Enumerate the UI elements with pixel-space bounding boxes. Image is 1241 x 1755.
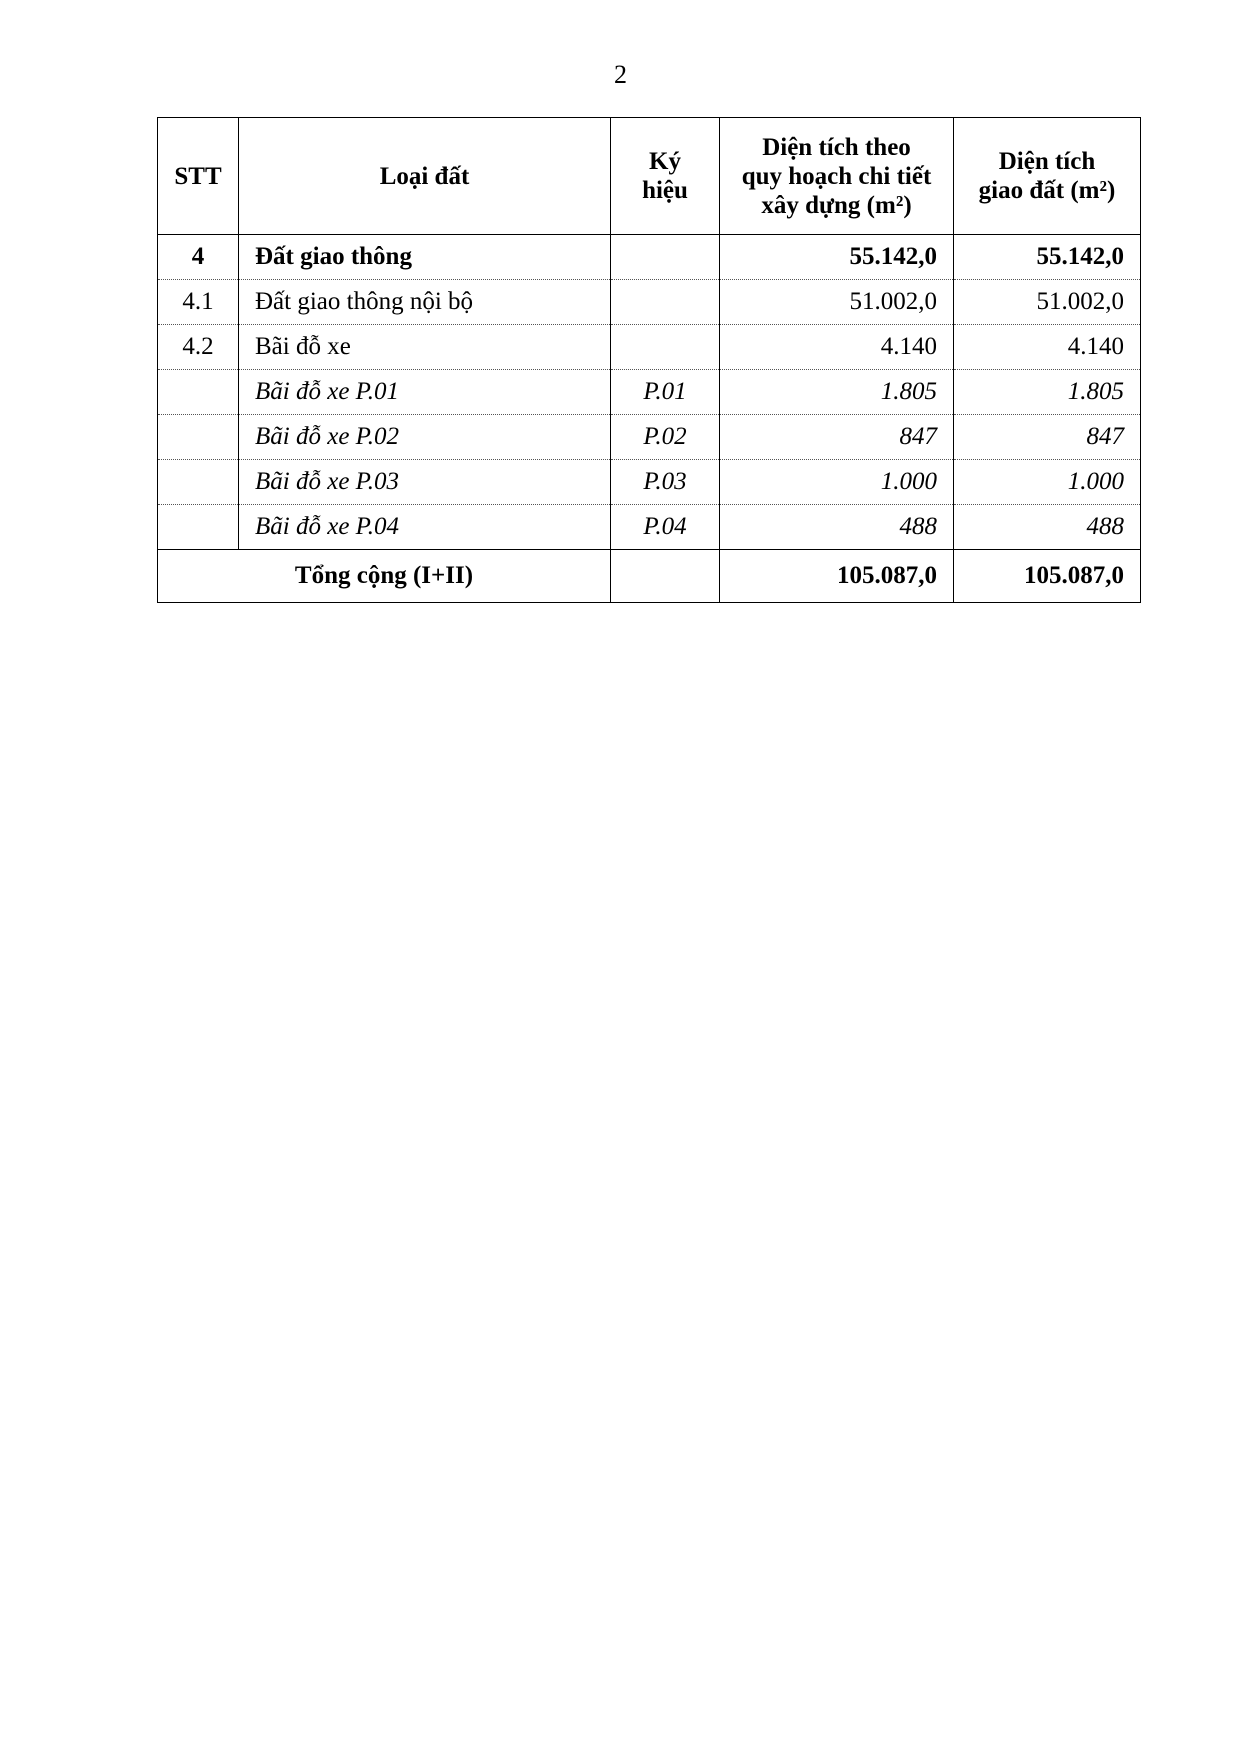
cell-dien-tich-giao-dat: 4.140 xyxy=(954,325,1141,370)
cell-stt xyxy=(158,505,239,550)
cell-ky-hieu: P.03 xyxy=(611,460,720,505)
header-dien-tich-giao-dat: Diện tích giao đất (m²) xyxy=(954,118,1141,235)
cell-dien-tich-giao-dat: 847 xyxy=(954,415,1141,460)
cell-stt xyxy=(158,370,239,415)
table-row xyxy=(158,505,1141,550)
header-loai-dat: Loại đất xyxy=(239,118,611,235)
total-label: Tổng cộng (I+II) xyxy=(158,550,611,603)
cell-stt: 4.2 xyxy=(158,325,239,370)
header-stt: STT xyxy=(158,118,239,235)
table-row xyxy=(158,415,1141,460)
cell-dien-tich-quy-hoach: 51.002,0 xyxy=(720,280,954,325)
total-dien-tich-giao-dat: 105.087,0 xyxy=(954,550,1141,603)
header-dien-tich-quy-hoach: Diện tích theo quy hoạch chi tiết xây dựng (m²) xyxy=(720,118,954,235)
cell-loai-dat: Bãi đỗ xe P.03 xyxy=(239,460,611,505)
table-row xyxy=(158,325,1141,370)
table-row xyxy=(158,235,1141,280)
cell-loai-dat: Bãi đỗ xe P.02 xyxy=(239,415,611,460)
cell-dien-tich-quy-hoach: 55.142,0 xyxy=(720,235,954,280)
table-row xyxy=(158,370,1141,415)
cell-loai-dat: Bãi đỗ xe xyxy=(239,325,611,370)
cell-ky-hieu xyxy=(611,235,720,280)
total-dien-tich-quy-hoach: 105.087,0 xyxy=(720,550,954,603)
cell-ky-hieu xyxy=(611,325,720,370)
cell-dien-tich-giao-dat: 55.142,0 xyxy=(954,235,1141,280)
land-area-table xyxy=(157,117,1141,603)
cell-dien-tich-giao-dat: 51.002,0 xyxy=(954,280,1141,325)
cell-dien-tich-quy-hoach: 847 xyxy=(720,415,954,460)
total-ky-hieu xyxy=(611,550,720,603)
table-row xyxy=(158,460,1141,505)
cell-dien-tich-quy-hoach: 1.000 xyxy=(720,460,954,505)
cell-ky-hieu: P.04 xyxy=(611,505,720,550)
cell-loai-dat: Đất giao thông nội bộ xyxy=(239,280,611,325)
cell-loai-dat: Bãi đỗ xe P.04 xyxy=(239,505,611,550)
cell-loai-dat: Bãi đỗ xe P.01 xyxy=(239,370,611,415)
cell-ky-hieu xyxy=(611,280,720,325)
cell-ky-hieu: P.01 xyxy=(611,370,720,415)
table-header-row xyxy=(158,118,1141,235)
cell-loai-dat: Đất giao thông xyxy=(239,235,611,280)
cell-stt: 4 xyxy=(158,235,239,280)
cell-dien-tich-giao-dat: 488 xyxy=(954,505,1141,550)
table-total-row xyxy=(158,550,1141,603)
cell-stt: 4.1 xyxy=(158,280,239,325)
table-row xyxy=(158,280,1141,325)
cell-dien-tich-giao-dat: 1.805 xyxy=(954,370,1141,415)
cell-dien-tich-quy-hoach: 1.805 xyxy=(720,370,954,415)
cell-dien-tich-giao-dat: 1.000 xyxy=(954,460,1141,505)
cell-stt xyxy=(158,415,239,460)
cell-dien-tich-quy-hoach: 488 xyxy=(720,505,954,550)
cell-dien-tich-quy-hoach: 4.140 xyxy=(720,325,954,370)
page-number: 2 xyxy=(614,60,627,89)
cell-stt xyxy=(158,460,239,505)
header-ky-hieu: Ký hiệu xyxy=(611,118,720,235)
cell-ky-hieu: P.02 xyxy=(611,415,720,460)
